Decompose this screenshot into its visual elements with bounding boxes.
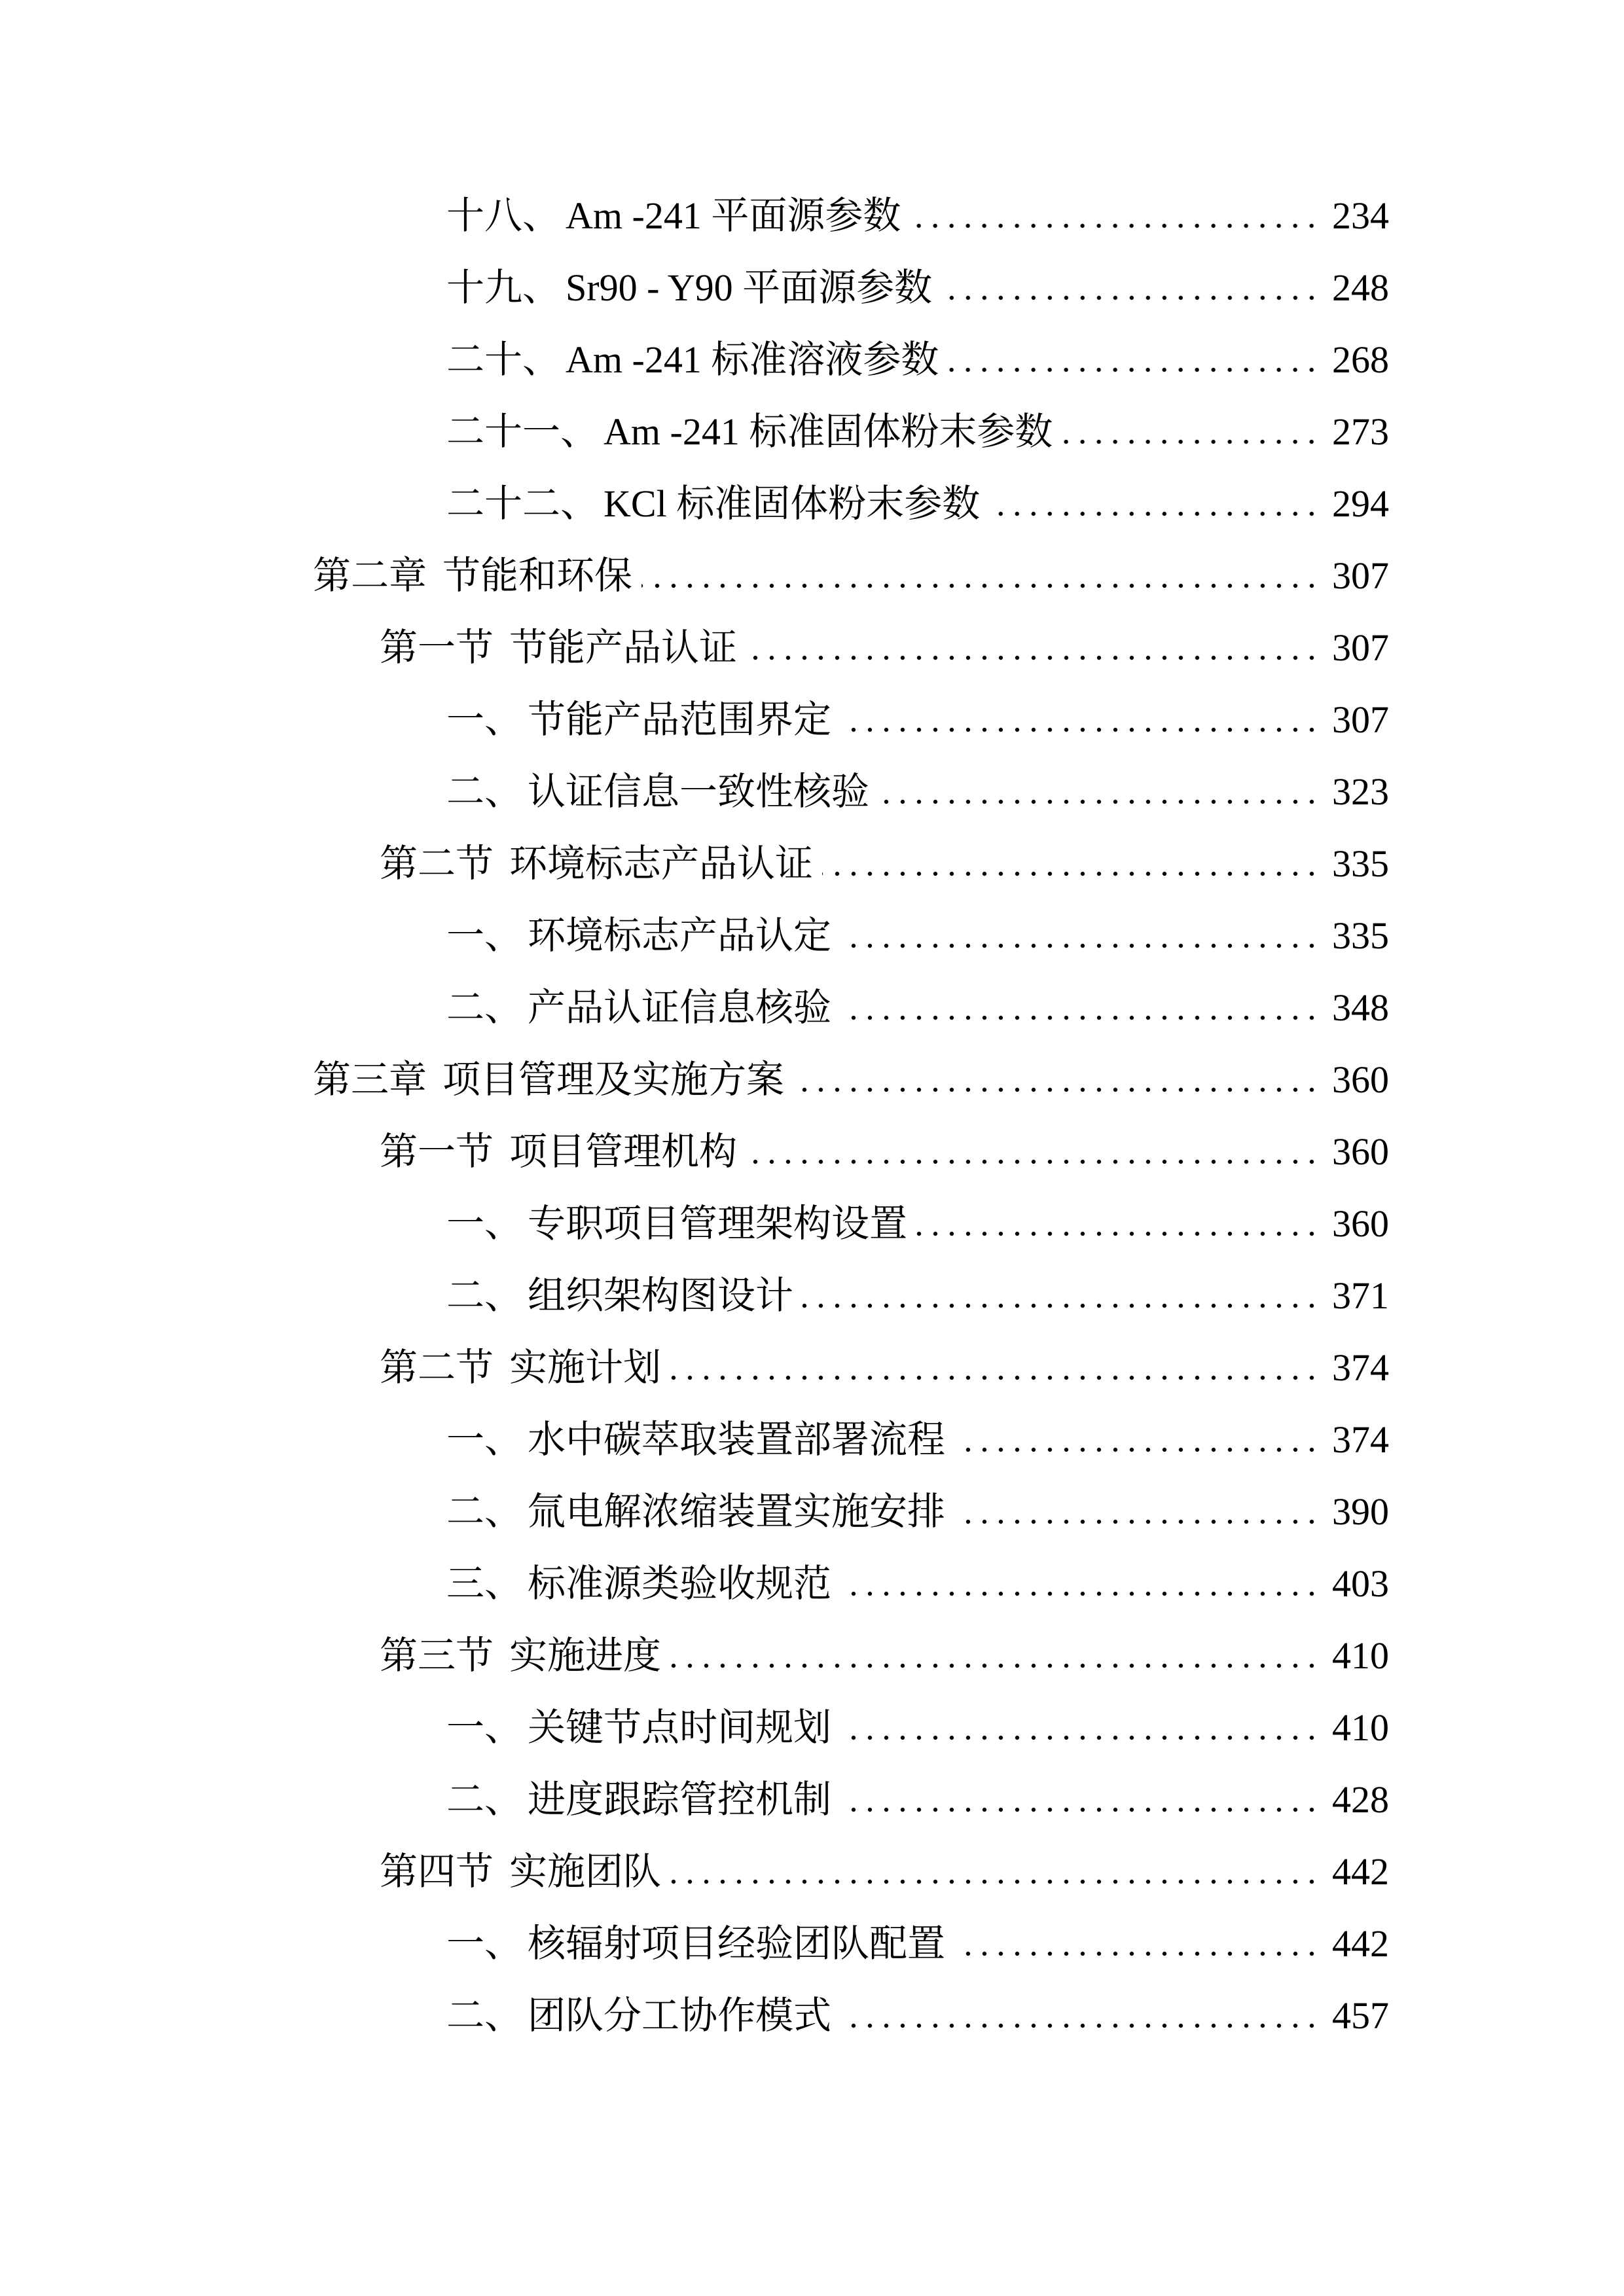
- toc-entry-title: 实施团队: [509, 1850, 662, 1893]
- toc-entry-title: 标准源类验收规范: [528, 1562, 832, 1605]
- toc-entry-title: 实施计划: [509, 1346, 662, 1389]
- dot-leader: [670, 1836, 1320, 1908]
- toc-entry-label: 第三节: [380, 1634, 494, 1677]
- toc-entry-label: 十九、: [446, 266, 561, 309]
- toc-entry-label: 三、: [446, 1562, 523, 1605]
- toc-entry-label: 第二章: [313, 554, 427, 597]
- dot-leader: [910, 180, 1320, 252]
- toc-entry-title: 进度跟踪管控机制: [528, 1778, 832, 1821]
- dot-leader: [840, 900, 1320, 972]
- toc-entry-label: 二、: [446, 1994, 523, 2037]
- toc-entry[interactable]: [0, 1764, 1389, 1836]
- dot-leader: [822, 828, 1320, 900]
- toc-entry-label: 第一节: [380, 626, 494, 669]
- toc-entry[interactable]: [0, 612, 1389, 684]
- toc-entry-title: 实施进度: [509, 1634, 662, 1677]
- toc-entry[interactable]: [0, 252, 1389, 324]
- toc-entry[interactable]: [0, 1404, 1389, 1476]
- dot-leader: [840, 1692, 1320, 1764]
- page-number: 273: [1332, 410, 1389, 453]
- toc-entry-label: 二十一、: [446, 410, 599, 453]
- toc-entry-title: 节能和环保: [442, 554, 633, 597]
- toc-entry-label: 十八、: [446, 194, 561, 237]
- dot-leader: [840, 1548, 1320, 1620]
- dot-leader: [954, 1908, 1320, 1980]
- page-number: 374: [1332, 1346, 1389, 1389]
- toc-entry-title: 团队分工协作模式: [528, 1994, 832, 2037]
- page-number: 410: [1332, 1634, 1389, 1677]
- toc-entry-title: Sr90 - Y90 平面源参数: [566, 266, 933, 309]
- dot-leader: [746, 1116, 1320, 1188]
- page-number: 248: [1332, 266, 1389, 309]
- toc-entry-title: Am -241 标准溶液参数: [566, 338, 939, 381]
- toc-entry[interactable]: [0, 1692, 1389, 1764]
- page-number: 307: [1332, 698, 1389, 741]
- toc-entry-label: 二、: [446, 1274, 523, 1317]
- dot-leader: [948, 324, 1320, 396]
- toc-entry[interactable]: [0, 1476, 1389, 1548]
- toc-entry-title: 产品认证信息核验: [528, 986, 832, 1029]
- toc-entry-label: 第二节: [380, 842, 494, 885]
- toc-entry[interactable]: [0, 900, 1389, 972]
- toc-entry-title: 节能产品范围界定: [528, 698, 832, 741]
- toc-entry-label: 一、: [446, 698, 523, 741]
- toc-entry-label: 二、: [446, 1490, 523, 1533]
- dot-leader: [1062, 396, 1320, 468]
- toc-entry-label: 第一节: [380, 1130, 494, 1173]
- toc-entry-label: 二、: [446, 986, 523, 1029]
- toc-entry-title: 水中碳萃取装置部署流程: [528, 1418, 946, 1461]
- toc-entry-title: 环境标志产品认证: [509, 842, 814, 885]
- toc-entry[interactable]: [0, 1836, 1389, 1908]
- toc-entry-title: 专职项目管理架构设置: [528, 1202, 908, 1245]
- toc-entry[interactable]: [0, 756, 1389, 828]
- dot-leader: [803, 1260, 1320, 1332]
- page-number: 374: [1332, 1418, 1389, 1461]
- toc-entry[interactable]: [0, 1044, 1389, 1116]
- toc-entry-title: 环境标志产品认定: [528, 914, 832, 957]
- toc-entry-label: 二十、: [446, 338, 561, 381]
- dot-leader: [840, 684, 1320, 756]
- page-number: 360: [1332, 1058, 1389, 1101]
- page-number: 371: [1332, 1274, 1389, 1317]
- dot-leader: [840, 972, 1320, 1044]
- toc-entry-title: 核辐射项目经验团队配置: [528, 1922, 946, 1965]
- toc: [0, 180, 1389, 2052]
- toc-entry[interactable]: [0, 1116, 1389, 1188]
- page-number: 428: [1332, 1778, 1389, 1821]
- page-number: 268: [1332, 338, 1389, 381]
- page-number: 442: [1332, 1850, 1389, 1893]
- toc-entry[interactable]: [0, 1188, 1389, 1260]
- page-number: 360: [1332, 1130, 1389, 1173]
- toc-entry-title: 氚电解浓缩装置实施安排: [528, 1490, 946, 1533]
- toc-entry[interactable]: [0, 1908, 1389, 1980]
- toc-entry[interactable]: [0, 1332, 1389, 1404]
- dot-leader: [989, 468, 1320, 540]
- page-number: 323: [1332, 770, 1389, 813]
- toc-entry[interactable]: [0, 1548, 1389, 1620]
- toc-entry-label: 一、: [446, 914, 523, 957]
- toc-entry[interactable]: [0, 1620, 1389, 1692]
- page-number: 360: [1332, 1202, 1389, 1245]
- dot-leader: [941, 252, 1320, 324]
- toc-entry-title: 关键节点时间规划: [528, 1706, 832, 1749]
- toc-entry-title: 认证信息一致性核验: [528, 770, 870, 813]
- toc-entry-title: 组织架构图设计: [528, 1274, 794, 1317]
- dot-leader: [954, 1476, 1320, 1548]
- page-number: 294: [1332, 482, 1389, 525]
- toc-entry-label: 第二节: [380, 1346, 494, 1389]
- dot-leader: [954, 1404, 1320, 1476]
- page-number: 234: [1332, 194, 1389, 237]
- dot-leader: [793, 1044, 1320, 1116]
- page-number: 403: [1332, 1562, 1389, 1605]
- toc-entry[interactable]: [0, 396, 1389, 468]
- toc-entry[interactable]: [0, 972, 1389, 1044]
- toc-entry-label: 一、: [446, 1706, 523, 1749]
- toc-entry-title: Am -241 标准固体粉末参数: [604, 410, 1053, 453]
- toc-entry-title: 节能产品认证: [509, 626, 738, 669]
- toc-entry[interactable]: [0, 1980, 1389, 2052]
- dot-leader: [916, 1188, 1320, 1260]
- page-number: 457: [1332, 1994, 1389, 2037]
- dot-leader: [878, 756, 1320, 828]
- toc-entry-label: 一、: [446, 1922, 523, 1965]
- toc-entry[interactable]: [0, 540, 1389, 612]
- toc-entry-label: 第四节: [380, 1850, 494, 1893]
- toc-entry-title: 项目管理及实施方案: [442, 1058, 785, 1101]
- page-number: 410: [1332, 1706, 1389, 1749]
- dot-leader: [670, 1332, 1320, 1404]
- dot-leader: [746, 612, 1320, 684]
- dot-leader: [670, 1620, 1320, 1692]
- toc-entry[interactable]: [0, 324, 1389, 396]
- page-number: 390: [1332, 1490, 1389, 1533]
- toc-entry[interactable]: [0, 828, 1389, 900]
- toc-entry[interactable]: [0, 684, 1389, 756]
- toc-entry-label: 二十二、: [446, 482, 599, 525]
- toc-entry-title: 项目管理机构: [509, 1130, 738, 1173]
- toc-entry-label: 一、: [446, 1418, 523, 1461]
- toc-entry-title: Am -241 平面源参数: [566, 194, 901, 237]
- dot-leader: [840, 1764, 1320, 1836]
- page-number: 335: [1332, 914, 1389, 957]
- toc-entry-label: 一、: [446, 1202, 523, 1245]
- toc-entry-label: 第三章: [313, 1058, 427, 1101]
- page-number: 307: [1332, 626, 1389, 669]
- toc-entry[interactable]: [0, 180, 1389, 252]
- dot-leader: [641, 540, 1320, 612]
- toc-entry[interactable]: [0, 468, 1389, 540]
- dot-leader: [840, 1980, 1320, 2052]
- page-number: 348: [1332, 986, 1389, 1029]
- page-number: 335: [1332, 842, 1389, 885]
- toc-entry-label: 二、: [446, 770, 523, 813]
- toc-entry-label: 二、: [446, 1778, 523, 1821]
- toc-entry-title: KCl 标准固体粉末参数: [604, 482, 981, 525]
- page-number: 442: [1332, 1922, 1389, 1965]
- page-number: 307: [1332, 554, 1389, 597]
- toc-entry[interactable]: [0, 1260, 1389, 1332]
